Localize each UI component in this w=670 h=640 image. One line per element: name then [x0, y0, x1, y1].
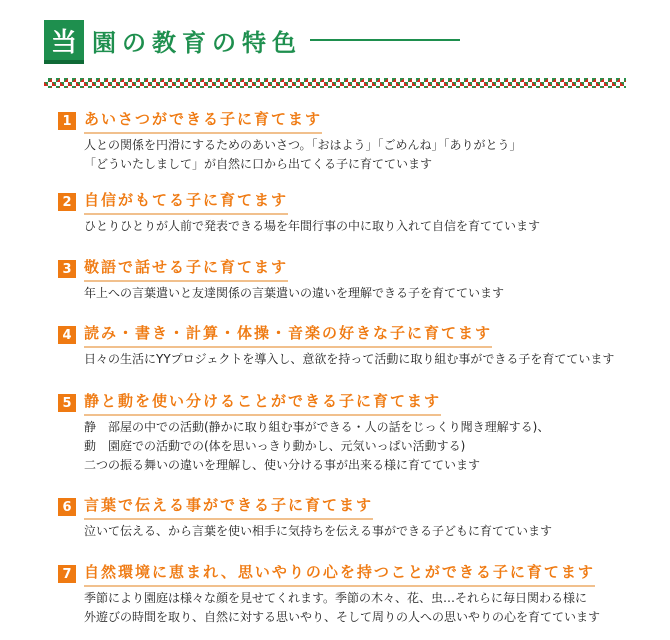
feature-description [84, 350, 638, 369]
description-line: 季節により園庭は様々な顔を見せてくれます。季節の木々、花、虫…それらに毎日関わる様に [84, 591, 588, 605]
feature-item-2 [58, 191, 638, 236]
feature-item-4 [58, 324, 638, 369]
feature-head [58, 496, 638, 518]
feature-item-1 [58, 110, 638, 174]
title-rule [310, 39, 460, 41]
feature-title: 言葉で伝える事ができる子に育てます [84, 494, 373, 520]
checker-divider [44, 78, 626, 88]
number-badge: 5 [58, 394, 76, 412]
feature-description [84, 136, 638, 174]
header-badge: 当 [44, 20, 84, 60]
feature-description [84, 217, 638, 236]
feature-head [58, 258, 638, 280]
description-line: 「どういたしまして」が自然に口から出てくる子に育てています [84, 157, 433, 171]
description-line: 二つの振る舞いの違いを理解し、使い分ける事が出来る様に育てています [84, 458, 481, 472]
feature-title: 自然環境に恵まれ、思いやりの心を持つことができる子に育てます [84, 561, 595, 587]
feature-item-5 [58, 392, 638, 475]
page-title: 園の教育の特色 [92, 28, 302, 57]
feature-head [58, 110, 638, 132]
number-badge: 2 [58, 193, 76, 211]
feature-head [58, 392, 638, 414]
number-badge: 7 [58, 565, 76, 583]
description-line: 外遊びの時間を取り、自然に対する思いやり、そして周りの人への思いやりの心を育てています [84, 610, 601, 624]
feature-description [84, 418, 638, 475]
description-line: 年上への言葉遣いと友達関係の言葉遣いの違いを理解できる子を育てています [84, 286, 505, 300]
description-line: 人との関係を円滑にするためのあいさつ。「おはよう」「ごめんね」「ありがとう」 [84, 138, 522, 152]
feature-description [84, 284, 638, 303]
feature-title: あいさつができる子に育てます [84, 108, 322, 134]
feature-head [58, 191, 638, 213]
feature-item-3 [58, 258, 638, 303]
feature-title: 自信がもてる子に育てます [84, 189, 288, 215]
number-badge: 6 [58, 498, 76, 516]
feature-title: 読み・書き・計算・体操・音楽の好きな子に育てます [84, 322, 492, 348]
description-line: 泣いて伝える、から言葉を使い相手に気持ちを伝える事ができる子どもに育てています [84, 524, 553, 538]
feature-title: 静と動を使い分けることができる子に育てます [84, 390, 441, 416]
number-badge: 4 [58, 326, 76, 344]
feature-head [58, 324, 638, 346]
feature-item-7 [58, 563, 638, 627]
description-line: 静 部屋の中での活動(静かに取り組む事ができる・人の話をじっくり聞き理解する)、 [84, 420, 550, 434]
feature-description [84, 522, 638, 541]
description-line: 動 園庭での活動での(体を思いっきり動かし、元気いっぱい活動する) [84, 439, 466, 453]
number-badge: 3 [58, 260, 76, 278]
feature-item-6 [58, 496, 638, 541]
description-line: 日々の生活にYYプロジェクトを導入し、意欲を持って活動に取り組む事ができる子を育てています [84, 352, 615, 366]
feature-title: 敬語で話せる子に育てます [84, 256, 288, 282]
number-badge: 1 [58, 112, 76, 130]
page-header [44, 18, 460, 62]
feature-description [84, 589, 638, 627]
feature-head [58, 563, 638, 585]
description-line: ひとりひとりが人前で発表できる場を年間行事の中に取り入れて自信を育てています [84, 219, 541, 233]
